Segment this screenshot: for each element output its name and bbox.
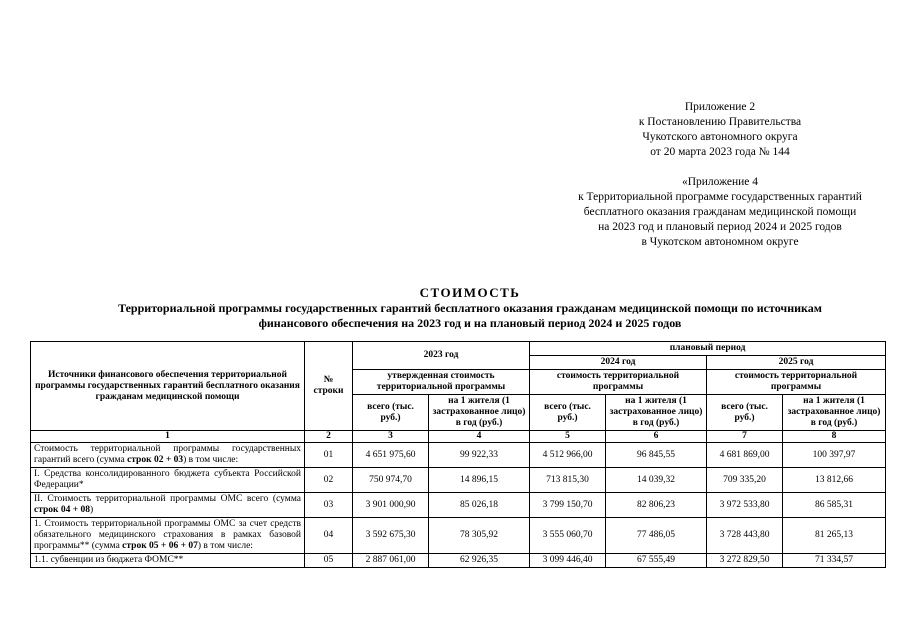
cell-value: 14 039,32 (606, 468, 707, 493)
header-total: всего (тыс. руб.) (353, 395, 429, 431)
table-row (31, 518, 886, 554)
row-code: 05 (305, 554, 353, 568)
annex-2-line: Чукотского автономного округа (642, 131, 798, 143)
row-label (31, 554, 305, 568)
row-label-text: 1.1. субвенции из бюджета ФОМС** (34, 555, 184, 565)
annex-2-line: от 20 марта 2023 года № 144 (650, 146, 790, 158)
row-code: 04 (305, 518, 353, 554)
annex-2-header (600, 100, 840, 160)
cost-table (30, 341, 886, 568)
header-approved-cost: утвержденная стоимость территориальной программы (353, 370, 530, 395)
row-code: 02 (305, 468, 353, 493)
cell-value: 3 799 150,70 (530, 493, 606, 518)
header-year-2023: 2023 год (353, 342, 530, 370)
title-subtitle-line-2: финансового обеспечения на 2023 год и на плановый период 2024 и 2025 годов (258, 316, 682, 330)
column-index-row (31, 431, 886, 443)
cell-value: 14 896,15 (429, 468, 530, 493)
column-index: 3 (353, 431, 429, 443)
cell-value: 3 272 829,50 (707, 554, 783, 568)
column-index: 2 (305, 431, 353, 443)
annex-4-line: в Чукотском автономном округе (641, 236, 799, 248)
table-row (31, 443, 886, 468)
cell-value: 67 555,49 (606, 554, 707, 568)
annex-4-line: на 2023 год и плановый период 2024 и 2025 годов (598, 221, 842, 233)
cell-value: 100 397,97 (783, 443, 886, 468)
row-label-text: ) в том числе: (197, 541, 253, 551)
header-per-resident: на 1 жителя (1 застрахованное лицо) в год (руб.) (429, 395, 530, 431)
row-label (31, 493, 305, 518)
row-code: 03 (305, 493, 353, 518)
cell-value: 78 305,92 (429, 518, 530, 554)
annex-4-line: «Приложение 4 (681, 176, 759, 188)
row-label (31, 518, 305, 554)
cell-value: 3 592 675,30 (353, 518, 429, 554)
annex-4-line: к Территориальной программе государственных гарантий (578, 191, 862, 203)
cell-value: 13 812,66 (783, 468, 886, 493)
table-row (31, 554, 886, 568)
row-label-bold: строк 02 + 03 (127, 455, 184, 465)
annex-2-line: Приложение 2 (684, 101, 756, 113)
table-row (31, 493, 886, 518)
header-cost-2025: стоимость территориальной программы (707, 370, 886, 395)
annex-4-header (535, 175, 905, 250)
cell-value: 3 901 000,90 (353, 493, 429, 518)
column-index: 5 (530, 431, 606, 443)
cell-value: 81 265,13 (783, 518, 886, 554)
column-index: 8 (783, 431, 886, 443)
cell-value: 3 555 060,70 (530, 518, 606, 554)
row-label-bold: строк 04 + 08 (34, 505, 91, 515)
annex-4-line: бесплатного оказания гражданам медицинской помощи (583, 206, 857, 218)
header-per-resident: на 1 жителя (1 застрахованное лицо) в год (руб.) (783, 395, 886, 431)
row-label-text: Стоимость территориальной программы государственных гарантий всего (сумма (34, 444, 301, 465)
row-code: 01 (305, 443, 353, 468)
row-label-text: ) (90, 505, 94, 515)
row-label-text: I. Средства консолидированного бюджета субъекта Российской Федерации* (34, 469, 301, 490)
title-main: СТОИМОСТЬ (419, 285, 521, 300)
cell-value: 3 728 443,80 (707, 518, 783, 554)
header-cost-2024: стоимость территориальной программы (530, 370, 707, 395)
cell-value: 709 335,20 (707, 468, 783, 493)
row-label (31, 468, 305, 493)
column-index: 1 (31, 431, 305, 443)
cell-value: 4 681 869,00 (707, 443, 783, 468)
cell-value: 4 651 975,60 (353, 443, 429, 468)
document-title (40, 285, 900, 331)
header-total: всего (тыс. руб.) (707, 395, 783, 431)
column-index: 7 (707, 431, 783, 443)
row-label-text: ) в том числе: (183, 455, 239, 465)
title-subtitle-line-1: Территориальной программы государственных гарантий бесплатного оказания гражданам медицинской помощи по источникам (118, 301, 822, 315)
cell-value: 713 815,30 (530, 468, 606, 493)
cell-value: 2 887 061,00 (353, 554, 429, 568)
header-total: всего (тыс. руб.) (530, 395, 606, 431)
row-label (31, 443, 305, 468)
header-row-number: № строки (305, 342, 353, 431)
cell-value: 3 099 446,40 (530, 554, 606, 568)
annex-2-line: к Постановлению Правительства (638, 116, 802, 128)
cell-value: 82 806,23 (606, 493, 707, 518)
cell-value: 86 585,31 (783, 493, 886, 518)
header-year-2025: 2025 год (707, 356, 886, 370)
row-label-text: II. Стоимость территориальной программы ОМС всего (сумма (34, 494, 301, 504)
cell-value: 85 026,18 (429, 493, 530, 518)
cell-value: 62 926,35 (429, 554, 530, 568)
table-row (31, 468, 886, 493)
cell-value: 750 974,70 (353, 468, 429, 493)
header-planned-period: плановый период (530, 342, 886, 356)
header-per-resident: на 1 жителя (1 застрахованное лицо) в год (руб.) (606, 395, 707, 431)
cell-value: 71 334,57 (783, 554, 886, 568)
column-index: 4 (429, 431, 530, 443)
cell-value: 99 922,33 (429, 443, 530, 468)
cell-value: 4 512 966,00 (530, 443, 606, 468)
header-sources: Источники финансового обеспечения территориальной программы государственных гарантий бесплатного оказания гражданам медицинской помощи (31, 342, 305, 431)
row-label-bold: строк 05 + 06 + 07 (122, 541, 198, 551)
cell-value: 77 486,05 (606, 518, 707, 554)
cell-value: 96 845,55 (606, 443, 707, 468)
cell-value: 3 972 533,80 (707, 493, 783, 518)
header-year-2024: 2024 год (530, 356, 707, 370)
row-label-text: 1. Стоимость территориальной программы ОМС за счет средств обязательного медицинского страхования в рамках базовой программы** (сумма (34, 519, 301, 551)
column-index: 6 (606, 431, 707, 443)
